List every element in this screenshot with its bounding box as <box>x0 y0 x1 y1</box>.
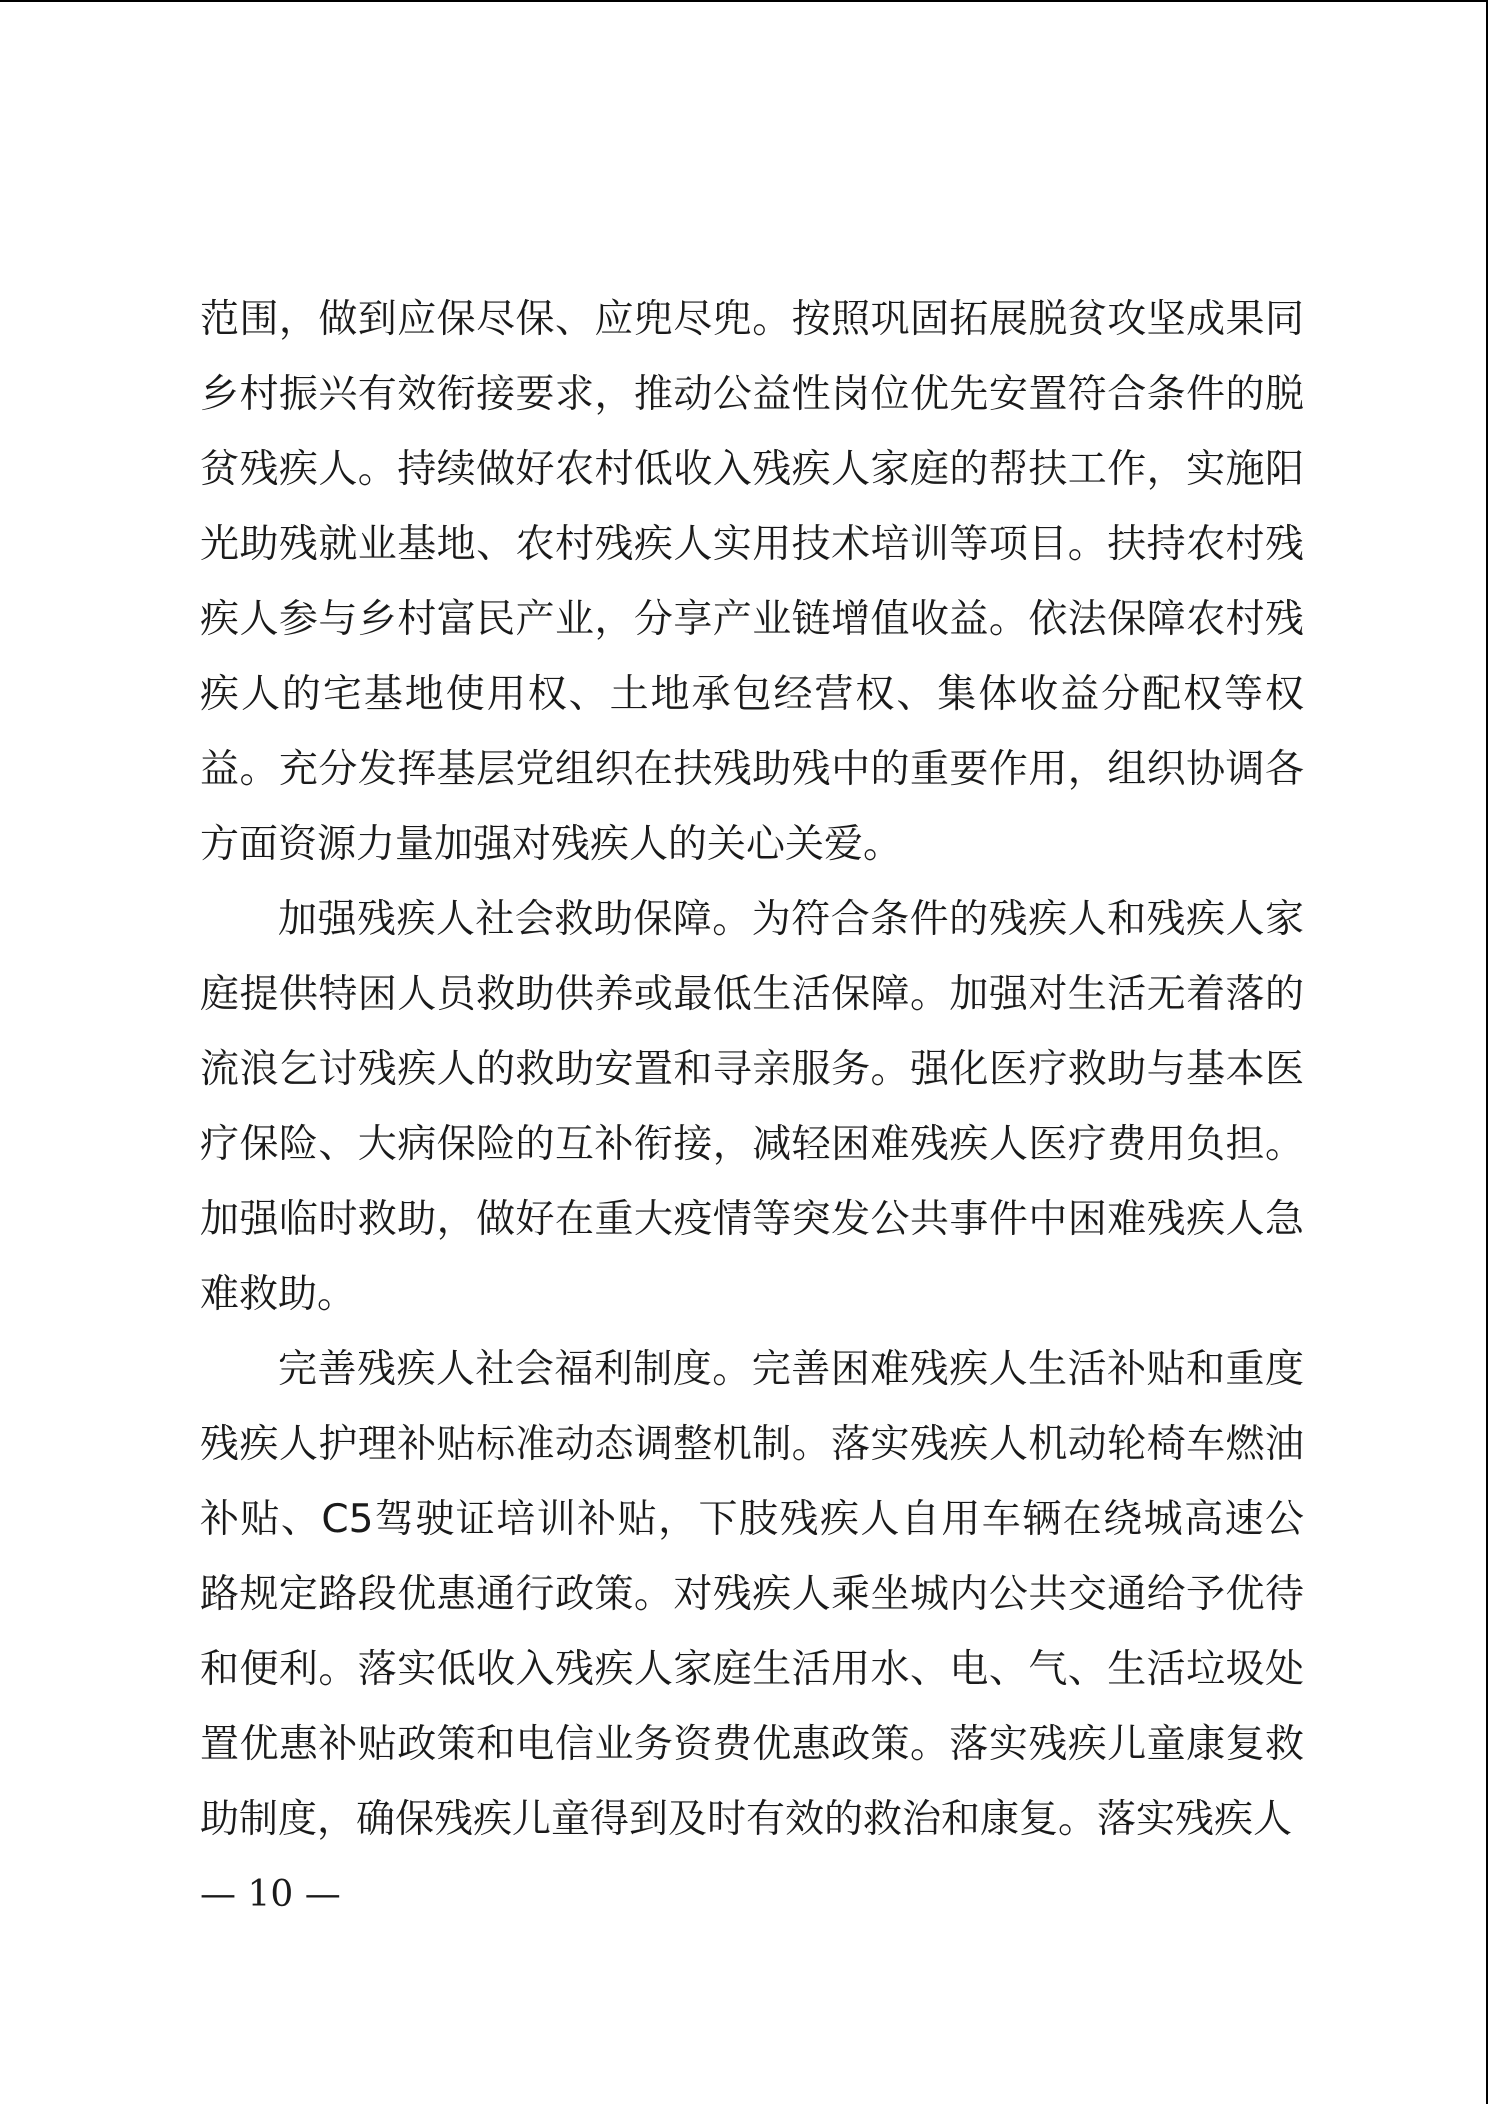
paragraph-social-assistance: 加强残疾人社会救助保障。为符合条件的残疾人和残疾人家庭提供特困人员救助供养或最低生活保障。加强对生活无着落的流浪乞讨残疾人的救助安置和寻亲服务。强化医疗救助与基本医疗保险、大病保险的互补衔接，减轻困难残疾人医疗费用负担。加强临时救助，做好在重大疫情等突发公共事件中困难残疾人急难救助。 <box>200 897 1304 1317</box>
page-top-border <box>0 0 1488 2</box>
page-number: — 10 — <box>200 1874 341 1915</box>
paragraph-rural-assistance: 范围，做到应保尽保、应兜尽兜。按照巩固拓展脱贫攻坚成果同乡村振兴有效衔接要求，推动公益性岗位优先安置符合条件的脱贫残疾人。持续做好农村低收入残疾人家庭的帮扶工作，实施阳光助残就业基地、农村残疾人实用技术培训等项目。扶持农村残疾人参与乡村富民产业，分享产业链增值收益。依法保障农村残疾人的宅基地使用权、土地承包经营权、集体收益分配权等权益。充分发挥基层党组织在扶残助残中的重要作用，组织协调各方面资源力量加强对残疾人的关心关爱。 <box>200 297 1304 867</box>
document-body <box>200 282 1304 1857</box>
paragraph-social-welfare: 完善残疾人社会福利制度。完善困难残疾人生活补贴和重度残疾人护理补贴标准动态调整机制。落实残疾人机动轮椅车燃油补贴、C5驾驶证培训补贴，下肢残疾人自用车辆在绕城高速公路规定路段优惠通行政策。对残疾人乘坐城内公共交通给予优待和便利。落实低收入残疾人家庭生活用水、电、气、生活垃圾处置优惠补贴政策和电信业务资费优惠政策。落实残疾儿童康复救助制度，确保残疾儿童得到及时有效的救治和康复。落实残疾人 <box>200 1347 1304 1842</box>
